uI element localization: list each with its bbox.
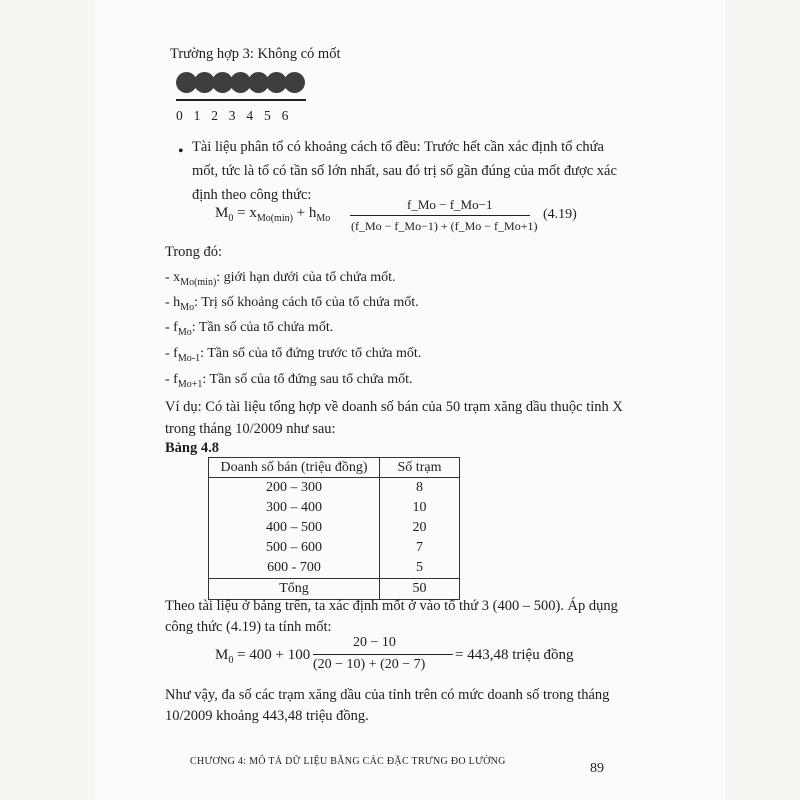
formula-denominator: (20 − 10) + (20 − 7) <box>313 657 426 672</box>
formula-term-x: x <box>249 205 257 221</box>
formula-term-x-sub: Mo(min) <box>256 213 293 224</box>
formula-lhs: M <box>215 205 229 221</box>
definition-item: - $f_{Mo}$: Tần số của tổ chứa mốt. <box>165 320 334 338</box>
table-cell: 20 <box>380 518 460 538</box>
bullet-icon: • <box>178 143 184 160</box>
formula-result: = 443,48 triệu đồng <box>455 647 574 663</box>
table-cell: 300 – 400 <box>209 498 380 518</box>
dot-axis-line <box>176 99 306 101</box>
formula-4-19: $M_0 = x_{Mo(min)} + h_{Mo}$ f_Mo − f_Mo−1 (f_Mo − f_Mo−1) + (f_Mo − f_Mo+1) (4.19) <box>215 197 577 233</box>
formula-term-h-sub: Mo <box>316 213 331 224</box>
formula-lhs-sub: 0 <box>228 213 234 224</box>
axis-label: 1 <box>193 108 201 123</box>
table-cell: 5 <box>380 558 460 579</box>
axis-label: 0 <box>176 108 183 123</box>
definition-item: - $x_{Mo(min)}$: giới hạn dưới của tổ chứa mốt. <box>165 270 396 288</box>
case-heading: Trường hợp 3: Không có mốt <box>170 46 341 62</box>
axis-label: 6 <box>281 108 289 123</box>
formula-lhs-sub: 0 <box>228 655 234 666</box>
chapter-footer: CHƯƠNG 4: MÔ TẢ DỮ LIỆU BẰNG CÁC ĐẶC TRƯNG ĐO LƯỜNG <box>190 756 506 767</box>
formula-denominator: (f_Mo − f_Mo−1) + (f_Mo − f_Mo+1) <box>351 219 538 233</box>
formula-numerator: f_Mo − f_Mo−1 <box>407 197 493 212</box>
data-table <box>208 457 460 600</box>
fraction-bar <box>313 654 453 655</box>
table-row <box>209 518 460 538</box>
mode-calculation-formula <box>215 635 575 675</box>
formula-term-h: h <box>308 205 317 221</box>
where-label: Trong đó: <box>165 244 223 260</box>
table-cell: 400 – 500 <box>209 518 380 538</box>
axis-label: 4 <box>246 108 254 123</box>
table-row <box>209 498 460 518</box>
result-paragraph: Theo tài liệu ở bảng trên, ta xác định mốt ở vào tổ thứ 3 (400 – 500). Áp dụng công thức (4.19) ta tính mốt: <box>165 598 618 635</box>
axis-label: 5 <box>263 108 271 123</box>
table-row <box>209 538 460 558</box>
fraction-bar <box>350 215 530 216</box>
conclusion-paragraph: Như vậy, đa số các trạm xăng dầu của tỉnh trên có mức doanh số trong tháng 10/2009 khoảng 443,48 triệu đồng. <box>165 687 610 724</box>
formula-numerator: 20 − 10 <box>353 635 396 650</box>
definition-item: - $f_{Mo-1}$: Tần số của tổ đứng trước tổ chứa mốt. <box>165 346 422 364</box>
definition-item: - $h_{Mo}$: Trị số khoảng cách tổ của tổ chứa mốt. <box>165 295 419 313</box>
equation-number: (4.19) <box>543 207 577 222</box>
formula-plus: + <box>296 205 306 221</box>
table-title: Bảng 4.8 <box>165 440 219 456</box>
formula-eq: = 400 + 100 <box>237 647 311 663</box>
page-number: 89 <box>590 761 604 776</box>
table-header-row <box>209 458 460 478</box>
table-cell: 10 <box>380 498 460 518</box>
table-cell: Tổng <box>209 579 380 600</box>
table-cell: 200 – 300 <box>209 478 380 499</box>
definition-item: - $f_{Mo+1}$: Tần số của tổ đứng sau tổ chứa mốt. <box>165 372 413 390</box>
table-cell: 50 <box>380 579 460 600</box>
table-cell: 7 <box>380 538 460 558</box>
table-row <box>209 478 460 499</box>
formula-lhs: M <box>215 647 229 663</box>
example-paragraph: Ví dụ: Có tài liệu tổng hợp về doanh số bán của 50 trạm xăng dầu thuộc tỉnh X trong tháng 10/2009 như sau: <box>165 399 623 437</box>
table-header-cell: Số trạm <box>380 458 460 478</box>
dot-marker <box>284 72 305 93</box>
axis-label: 2 <box>211 108 218 123</box>
table-cell: 600 - 700 <box>209 558 380 579</box>
paragraph-intro: Tài liệu phân tổ có khoảng cách tổ đều: Trước hết cần xác định tổ chứa mốt, tức là tổ có tần số lớn nhất, sau đó trị số gần đúng của mốt được xác định theo công thức: <box>192 139 617 203</box>
table-cell: 8 <box>380 478 460 499</box>
table-row <box>209 558 460 579</box>
table-header-cell: Doanh số bán (triệu đồng) <box>209 458 380 478</box>
axis-label: 3 <box>228 108 236 123</box>
dot-axis-labels <box>176 108 299 124</box>
table-cell: 500 – 600 <box>209 538 380 558</box>
